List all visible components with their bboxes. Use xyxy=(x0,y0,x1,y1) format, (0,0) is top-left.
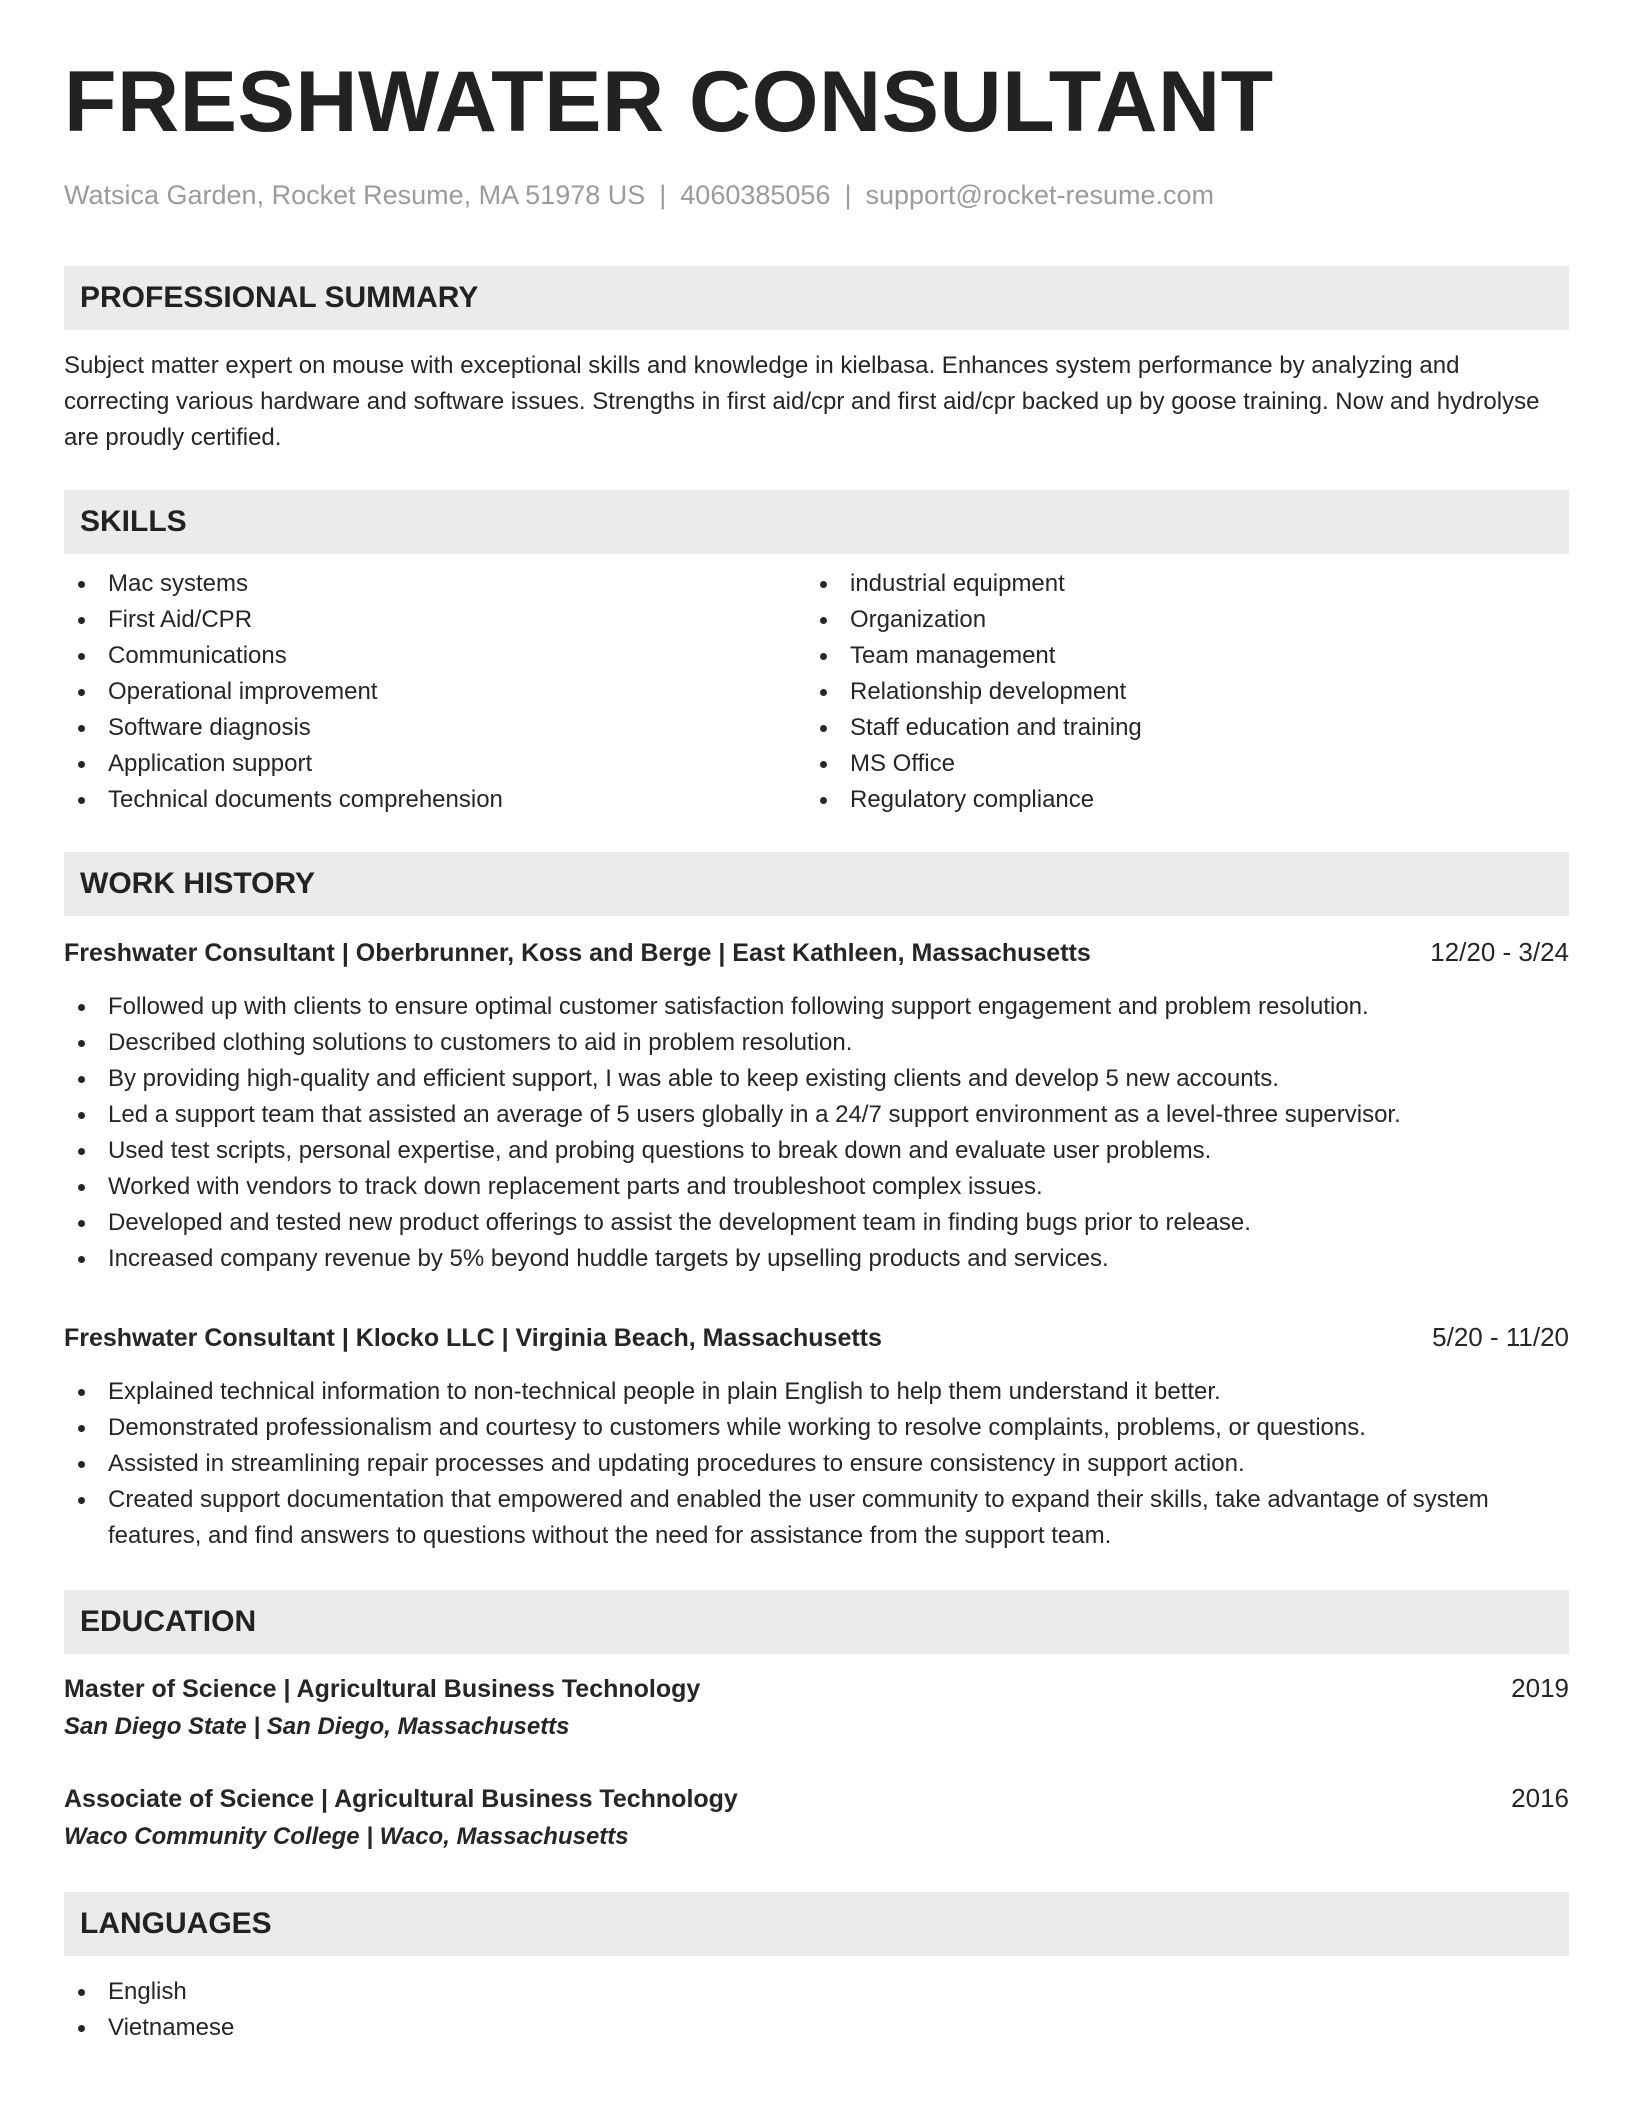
skill-item: Operational improvement xyxy=(64,674,806,710)
job-bullet: Described clothing solutions to customers to aid in problem resolution. xyxy=(64,1025,1569,1061)
job-bullet: Assisted in streamlining repair processes and updating procedures to ensure consistency in support action. xyxy=(64,1446,1569,1482)
section-header-skills: SKILLS xyxy=(64,490,1569,554)
job-bullet: Developed and tested new product offerings to assist the development team in finding bugs prior to release. xyxy=(64,1205,1569,1241)
skills-list-left xyxy=(64,566,806,818)
skill-item: Regulatory compliance xyxy=(806,782,1548,818)
language-item: English xyxy=(64,1974,1569,2010)
job-bullet: Demonstrated professionalism and courtesy to customers while working to resolve complaints, problems, or questions. xyxy=(64,1410,1569,1446)
job-entry xyxy=(64,1319,1569,1554)
contact-separator: | xyxy=(844,180,852,210)
contact-address: Watsica Garden, Rocket Resume, MA 51978 US xyxy=(64,180,646,210)
skill-item: Staff education and training xyxy=(806,710,1548,746)
summary-text: Subject matter expert on mouse with exceptional skills and knowledge in kielbasa. Enhances system performance by analyzing and correcting various hardware and software issues. Strengths in first aid/cpr and first aid/cpr backed up by goose training. Now and hydrolyse are proudly certified. xyxy=(64,352,1540,451)
job-bullet: Followed up with clients to ensure optimal customer satisfaction following support engagement and problem resolution. xyxy=(64,989,1569,1025)
contact-line xyxy=(64,178,1569,212)
job-bullet: Led a support team that assisted an average of 5 users globally in a 24/7 support environment as a level-three supervisor. xyxy=(64,1097,1569,1133)
skill-item: Communications xyxy=(64,638,806,674)
skill-item: Application support xyxy=(64,746,806,782)
job-header-row xyxy=(64,934,1569,971)
job-bullet: Used test scripts, personal expertise, and probing questions to break down and evaluate user problems. xyxy=(64,1133,1569,1169)
skills-columns xyxy=(64,566,1569,818)
contact-email: support@rocket-resume.com xyxy=(865,180,1214,210)
contact-separator: | xyxy=(659,180,667,210)
section-header-education: EDUCATION xyxy=(64,1590,1569,1654)
job-bullet: Created support documentation that empowered and enabled the user community to expand their skills, take advantage of system features, and find answers to questions without the need for assistance from the support team. xyxy=(64,1482,1569,1554)
education-header-row xyxy=(64,1780,1569,1818)
skill-item: Organization xyxy=(806,602,1548,638)
job-bullet: Increased company revenue by 5% beyond huddle targets by upselling products and services. xyxy=(64,1241,1569,1277)
skill-item: Mac systems xyxy=(64,566,806,602)
skill-item: Relationship development xyxy=(806,674,1548,710)
job-title: Freshwater Consultant | Oberbrunner, Koss and Berge | East Kathleen, Massachusetts xyxy=(64,939,1091,967)
education-degree: Associate of Science | Agricultural Business Technology xyxy=(64,1785,738,1813)
skill-item: Team management xyxy=(806,638,1548,674)
contact-phone: 4060385056 xyxy=(680,180,831,210)
job-bullets xyxy=(64,1374,1569,1554)
skill-item: MS Office xyxy=(806,746,1548,782)
skill-item: industrial equipment xyxy=(806,566,1548,602)
section-header-languages: LANGUAGES xyxy=(64,1892,1569,1956)
education-entry xyxy=(64,1670,1569,1746)
languages-list xyxy=(64,1974,1569,2046)
job-title: Freshwater Consultant | Klocko LLC | Virginia Beach, Massachusetts xyxy=(64,1324,882,1352)
education-header-row xyxy=(64,1670,1569,1708)
job-bullet: Explained technical information to non-technical people in plain English to help them understand it better. xyxy=(64,1374,1569,1410)
education-degree: Master of Science | Agricultural Business Technology xyxy=(64,1675,701,1703)
section-header-summary: PROFESSIONAL SUMMARY xyxy=(64,266,1569,330)
job-dates: 5/20 - 11/20 xyxy=(1432,1322,1569,1352)
education-year: 2019 xyxy=(1511,1673,1569,1703)
skill-item: Technical documents comprehension xyxy=(64,782,806,818)
job-entry xyxy=(64,934,1569,1277)
job-header-row xyxy=(64,1319,1569,1356)
education-school: Waco Community College | Waco, Massachusetts xyxy=(64,1823,629,1850)
skills-list-right xyxy=(806,566,1548,818)
language-item: Vietnamese xyxy=(64,2010,1569,2046)
job-bullet: Worked with vendors to track down replacement parts and troubleshoot complex issues. xyxy=(64,1169,1569,1205)
job-bullets xyxy=(64,989,1569,1277)
candidate-name: FRESHWATER CONSULTANT xyxy=(64,54,1274,150)
skill-item: First Aid/CPR xyxy=(64,602,806,638)
job-dates: 12/20 - 3/24 xyxy=(1430,937,1569,967)
education-year: 2016 xyxy=(1511,1783,1569,1813)
education-entry xyxy=(64,1780,1569,1856)
resume-page xyxy=(64,56,1569,2046)
job-bullet: By providing high-quality and efficient support, I was able to keep existing clients and develop 5 new accounts. xyxy=(64,1061,1569,1097)
section-header-work-history: WORK HISTORY xyxy=(64,852,1569,916)
education-school: San Diego State | San Diego, Massachusetts xyxy=(64,1713,570,1740)
skill-item: Software diagnosis xyxy=(64,710,806,746)
